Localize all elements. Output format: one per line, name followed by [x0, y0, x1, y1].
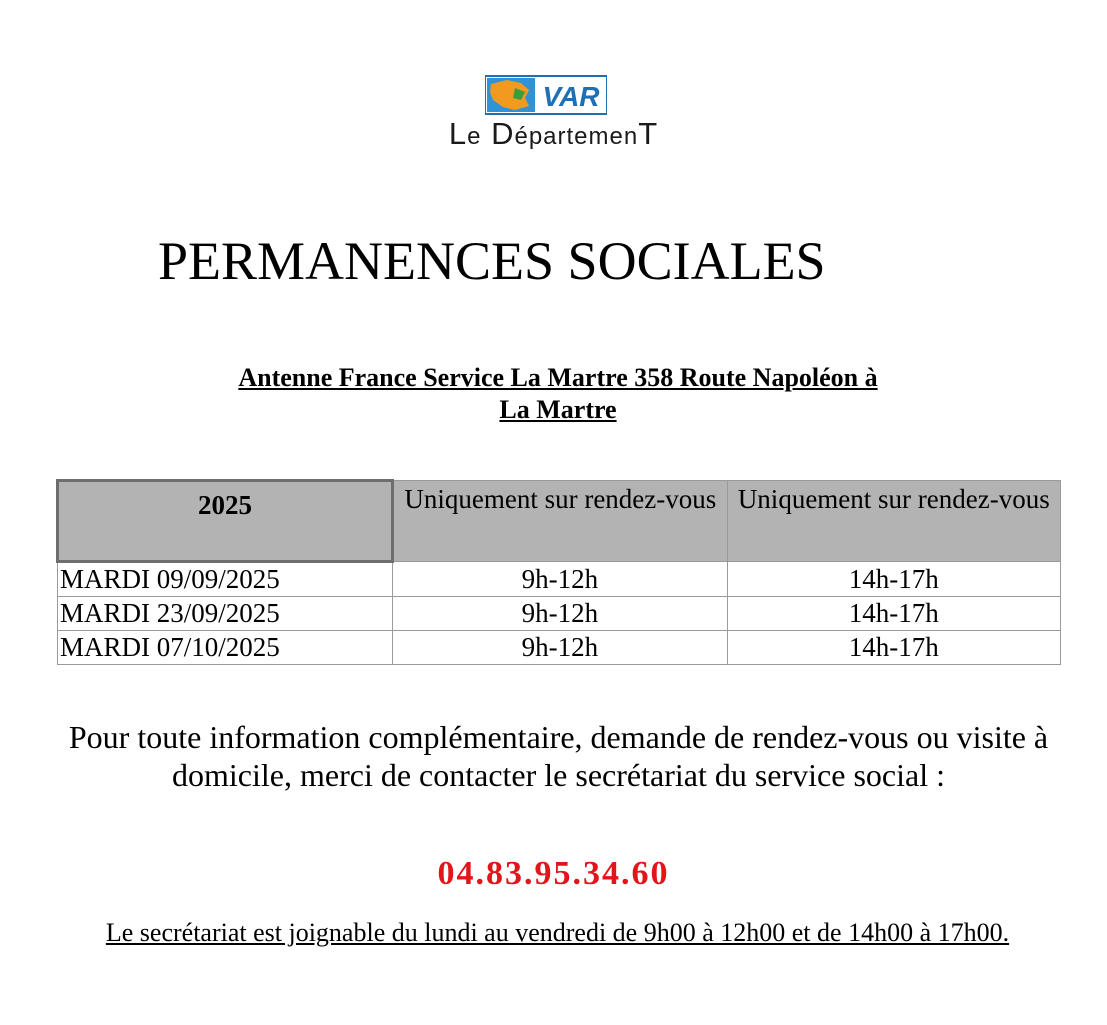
afternoon-cell: 14h-17h [727, 631, 1060, 665]
table-row [58, 597, 1061, 631]
logo-text: VAR [542, 81, 600, 112]
morning-header: Uniquement sur rendez-vous [393, 481, 727, 562]
morning-cell: 9h-12h [393, 562, 727, 597]
morning-cell: 9h-12h [393, 631, 727, 665]
department-logo [0, 74, 1107, 154]
office-hours-note: Le secrétariat est joignable du lundi au vendredi de 9h00 à 12h00 et de 14h00 à 17h00. [105, 918, 1010, 947]
address [120, 362, 996, 426]
morning-cell: 9h-12h [393, 597, 727, 631]
date-cell: MARDI 09/09/2025 [58, 562, 393, 597]
afternoon-header: Uniquement sur rendez-vous [727, 481, 1060, 562]
address-line-1: Antenne France Service La Martre 358 Route Napoléon à [238, 363, 878, 392]
table-header-row [58, 481, 1061, 562]
contact-info: Pour toute information complémentaire, demande de rendez-vous ou visite à domicile, merci de contacter le secrétariat du service social : [68, 719, 1049, 793]
department-name: Le DépartemenT [448, 116, 659, 151]
date-cell: MARDI 23/09/2025 [58, 597, 393, 631]
page-title: PERMANENCES SOCIALES [158, 231, 826, 291]
afternoon-cell: 14h-17h [727, 562, 1060, 597]
address-line-2: La Martre [499, 395, 617, 424]
phone-number: 04.83.95.34.60 [437, 855, 670, 892]
schedule-table [56, 479, 1061, 665]
afternoon-cell: 14h-17h [727, 597, 1060, 631]
var-logo-badge [485, 74, 607, 116]
table-row [58, 631, 1061, 665]
table-row [58, 562, 1061, 597]
year-header: 2025 [58, 481, 393, 562]
date-cell: MARDI 07/10/2025 [58, 631, 393, 665]
